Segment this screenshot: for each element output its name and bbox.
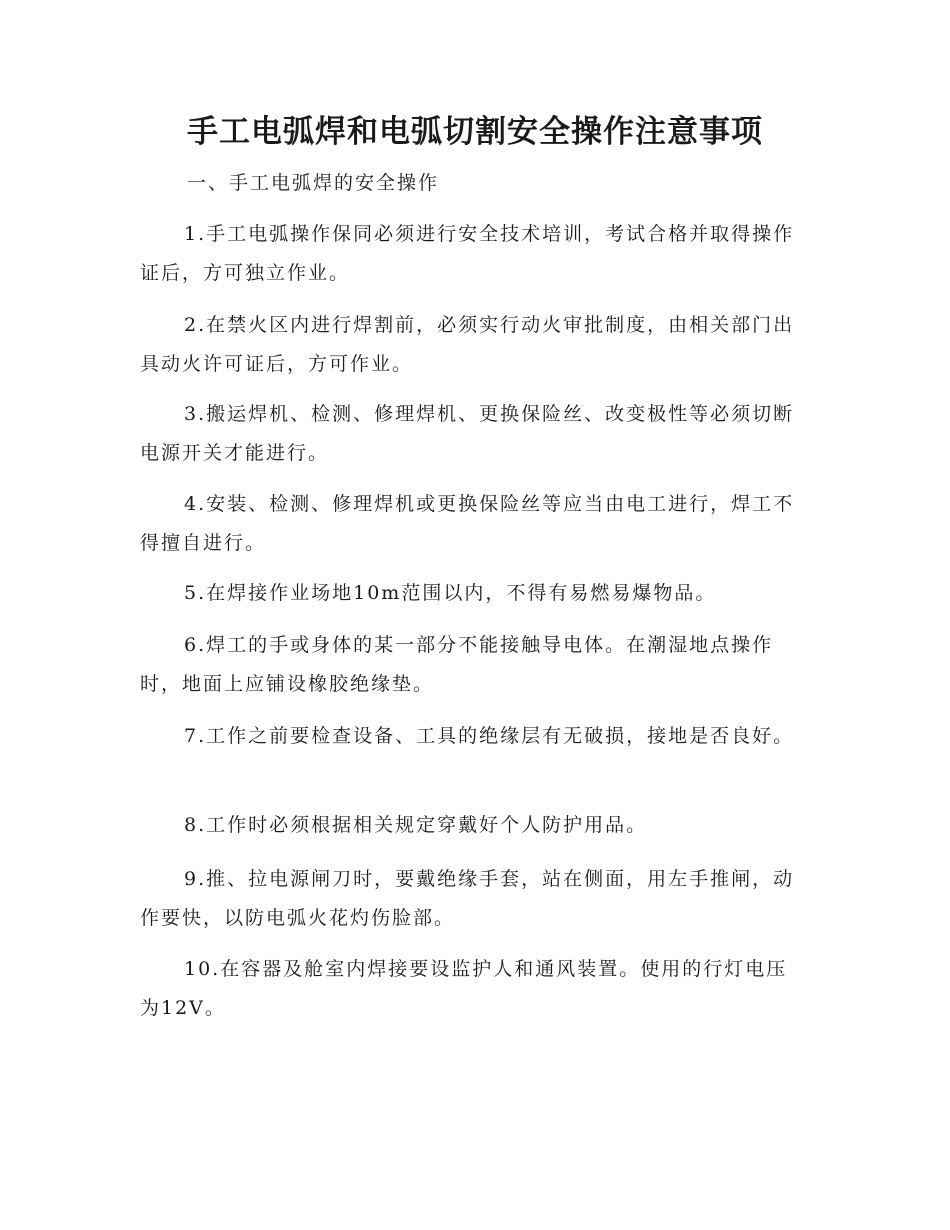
safety-item-8: 8.工作时必须根据相关规定穿戴好个人防护用品。 [184, 814, 648, 836]
safety-item-3: 3.搬运焊机、检测、修理焊机、更换保险丝、改变极性等必须切断电源开关才能进行。 [140, 403, 795, 464]
safety-item-9: 9.推、拉电源闸刀时，要戴绝缘手套，站在侧面，用左手推闸，动作要快，以防电弧火花灼伤脸部。 [140, 868, 795, 929]
safety-item-5: 5.在焊接作业场地10m范围以内，不得有易燃易爆物品。 [184, 582, 717, 604]
safety-item-4: 4.安装、检测、修理焊机或更换保险丝等应当由电工进行，焊工不得擅自进行。 [140, 493, 795, 554]
safety-item-7: 7.工作之前要检查设备、工具的绝缘层有无破损，接地是否良好。 [184, 725, 795, 747]
safety-item-1: 1.手工电弧操作保同必须进行安全技术培训，考试合格并取得操作证后，方可独立作业。 [140, 223, 795, 284]
safety-item-10: 10.在容器及舱室内焊接要设监护人和通风装置。使用的行灯电压为12V。 [140, 958, 788, 1019]
safety-item-2: 2.在禁火区内进行焊割前，必须实行动火审批制度，由相关部门出具动火许可证后，方可作业。 [140, 314, 795, 375]
document-title: 手工电弧焊和电弧切割安全操作注意事项 [187, 114, 763, 150]
safety-item-6: 6.焊工的手或身体的某一部分不能接触导电体。在潮湿地点操作时，地面上应铺设橡胶绝缘垫。 [140, 634, 774, 695]
section-heading: 一、手工电弧焊的安全操作 [187, 172, 440, 194]
